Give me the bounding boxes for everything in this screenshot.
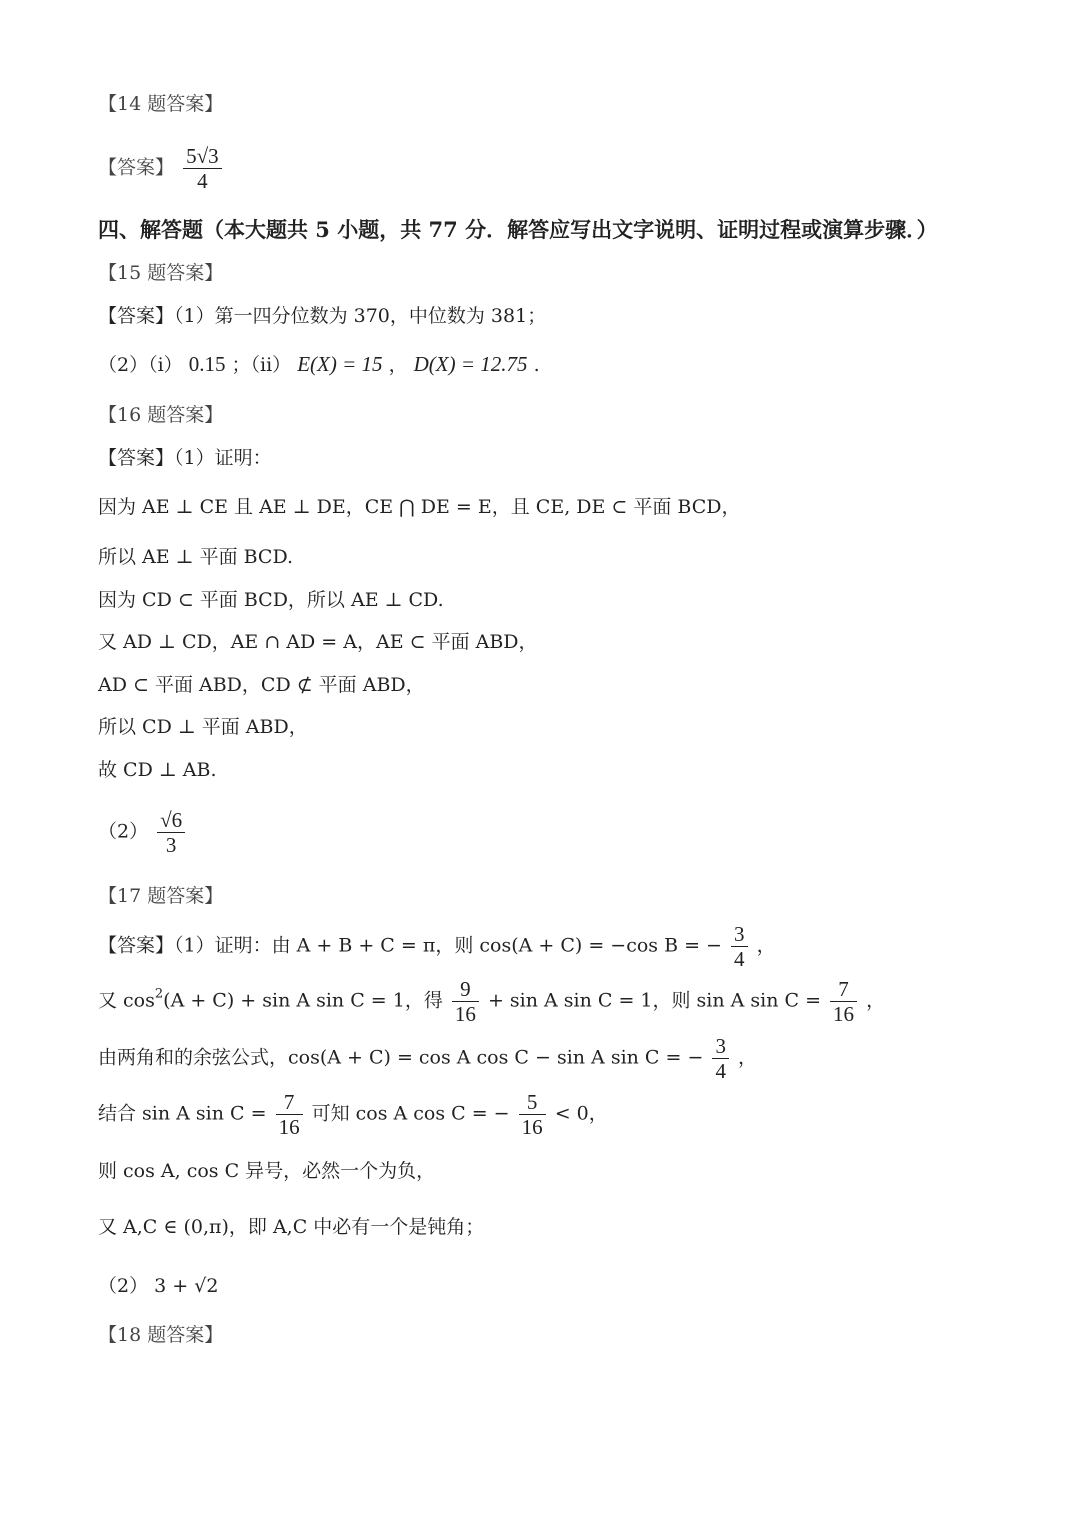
q16-line6: AD ⊂ 平面 ABD，CD ⊄ 平面 ABD，: [98, 674, 425, 696]
q16-line2: 因为 AE ⊥ CE 且 AE ⊥ DE，CE ⋂ DE = E，且 CE, DE ⊂ 平面 BCD，: [98, 496, 741, 518]
q15-line2-mid: ；（ii）: [231, 354, 292, 376]
q14-fraction-numerator: 5√3: [183, 144, 222, 169]
q17-line2-numerator2: 7: [830, 977, 857, 1002]
q17-line1-text: 【答案】（1）证明：由 A + B + C = π，则 cos(A + C) = −cos B = −: [98, 934, 722, 957]
q16-line5: 又 AD ⊥ CD，AE ∩ AD = A，AE ⊂ 平面 ABD，: [98, 631, 538, 653]
q16-fraction-denominator: 3: [165, 833, 177, 857]
q17-line1-fraction: [731, 922, 748, 971]
q17-line2-a: 又 cos: [98, 989, 155, 1012]
q17-line2-fraction2: [830, 977, 857, 1026]
q17-line5: 则 cos A, cos C 异号，必然一个为负，: [98, 1160, 436, 1182]
q17-line3-text: 由两角和的余弦公式，cos(A + C) = cos A cos C − sin A sin C = −: [98, 1046, 704, 1069]
q17-line2-superscript: 2: [154, 986, 164, 1002]
q17-line4-fraction2: [519, 1090, 546, 1139]
q17-title: 【17 题答案】: [98, 885, 224, 907]
q15-title: 【15 题答案】: [98, 262, 224, 284]
q17-part2: （2） 3 + √2: [98, 1275, 219, 1297]
q17-line4-c: < 0，: [554, 1102, 608, 1125]
q17-line1: [98, 922, 776, 971]
q14-fraction-denominator: 4: [197, 169, 208, 193]
q15-expectation: E(X) = 15: [297, 352, 383, 376]
q16-part2: [98, 808, 188, 857]
q16-fraction-numerator: √6: [157, 808, 185, 833]
q17-line3: [98, 1034, 757, 1083]
q17-line4: [98, 1090, 608, 1139]
q17-line2-c: + sin A sin C = 1，则 sin A sin C =: [487, 989, 821, 1012]
q16-line3: 所以 AE ⊥ 平面 BCD.: [98, 546, 294, 568]
q17-line1-denominator: 4: [734, 947, 745, 971]
q17-line3-end: ，: [737, 1046, 757, 1069]
q16-line1: 【答案】（1）证明：: [98, 447, 272, 469]
q16-part2-label: （2）: [98, 820, 149, 843]
q17-line4-denominator2: 16: [521, 1115, 543, 1139]
q17-line4-a: 结合 sin A sin C =: [98, 1102, 267, 1125]
q17-line3-denominator: 4: [715, 1059, 726, 1083]
q15-variance: D(X) = 12.75: [413, 352, 528, 376]
q17-line2-end: ，: [866, 989, 886, 1012]
q15-line2-end: .: [533, 354, 540, 376]
q16-line7: 所以 CD ⊥ 平面 ABD，: [98, 716, 308, 738]
q15-line2-sep: ，: [388, 354, 408, 376]
q15-line2-prefix: （2）（i）: [98, 354, 183, 376]
q17-line2-denominator1: 16: [454, 1002, 476, 1026]
q17-line2: [98, 977, 885, 1026]
q18-title: 【18 题答案】: [98, 1324, 224, 1346]
q16-part2-fraction: [157, 808, 185, 857]
q17-line1-numerator: 3: [731, 922, 748, 947]
section-heading: 四、解答题（本大题共 5 小题，共 77 分．解答应写出文字说明、证明过程或演算步骤．）: [98, 217, 938, 242]
q14-title: 【14 题答案】: [98, 93, 224, 115]
q17-line2-denominator2: 16: [833, 1002, 855, 1026]
q17-line2-b: (A + C) + sin A sin C = 1，得: [163, 989, 443, 1012]
q17-line3-fraction: [712, 1034, 729, 1083]
q16-line8: 故 CD ⊥ AB.: [98, 759, 217, 781]
q17-line3-numerator: 3: [712, 1034, 729, 1059]
q17-line4-b: 可知 cos A cos C = −: [311, 1102, 510, 1125]
q14-answer-fraction: [183, 144, 222, 193]
q14-answer: [98, 144, 225, 193]
q17-line2-fraction1: [452, 977, 479, 1026]
q17-line6: 又 A,C ∈ (0,π)，即 A,C 中必有一个是钝角；: [98, 1216, 485, 1238]
q14-answer-label: 【答案】: [98, 156, 175, 179]
q17-line2-numerator1: 9: [452, 977, 479, 1002]
q17-line4-denominator1: 16: [278, 1115, 300, 1139]
q17-line1-end: ，: [756, 934, 776, 957]
q15-line2: [98, 351, 540, 378]
q15-line1: 【答案】（1）第一四分位数为 370，中位数为 381；: [98, 305, 547, 327]
q16-title: 【16 题答案】: [98, 404, 224, 426]
q17-line4-fraction1: [276, 1090, 303, 1139]
q17-line4-numerator2: 5: [519, 1090, 546, 1115]
q17-line4-numerator1: 7: [276, 1090, 303, 1115]
q16-line4: 因为 CD ⊂ 平面 BCD，所以 AE ⊥ CD.: [98, 589, 444, 611]
q15-probability: 0.15: [188, 352, 226, 376]
